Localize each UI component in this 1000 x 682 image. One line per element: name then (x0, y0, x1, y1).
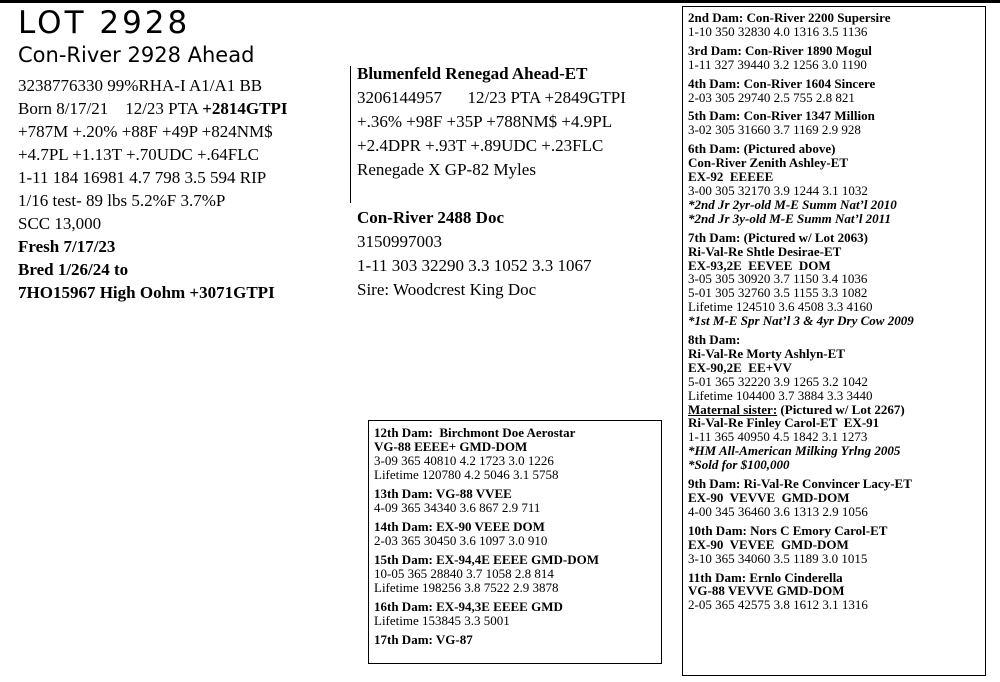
dam-15: 15th Dam: EX-94,4E EEEE GMD-DOM 10-05 365 28840 3.7 1058 2.8 814 Lifetime 198256 3.8 7522 2.9 3878 (374, 552, 599, 595)
pedigree (357, 62, 657, 302)
dam-2: 2nd Dam: Con-River 2200 Supersire 1-10 350 32830 4.0 1316 3.5 1136 (688, 10, 891, 39)
dam-3: 3rd Dam: Con-River 1890 Mogul 1-11 327 39440 3.2 1256 3.0 1190 (688, 42, 872, 72)
bred-sire: 7HO15967 High Oohm +3071GTPI (18, 283, 275, 302)
sire-line: 3206144957 12/23 PTA +2849GTPI (357, 88, 626, 107)
pedigree-bracket (350, 66, 351, 203)
dam-14: 14th Dam: EX-90 VEEE DOM 2-03 365 30450 3.6 1097 3.0 910 (374, 519, 548, 548)
dam-8: 8th Dam: Ri-Val-Re Morty Ashlyn-ET EX-90,2E EE+VV 5-01 365 32220 3.9 1265 3.2 1042 Lifetime 104400 3.7 3884 3.3 3440 Maternal sister: (Pictured w/ Lot 2267) Ri-Val-Re Finley Carol-ET EX-91 1-11 365 40950 4.5 1842 3.1 1273 *HM All-American Milking Yrlng 2005 *Sold for $100,000 (688, 333, 985, 472)
scc-line: SCC 13,000 (18, 214, 102, 233)
test-line: 1/16 test- 89 lbs 5.2%F 3.7%P (18, 191, 226, 210)
dam-9: 9th Dam: Ri-Val-Re Convincer Lacy-ET EX-90 VEVVE GMD-DOM 4-00 345 36460 3.6 1313 2.9 1056 (688, 476, 912, 519)
registration-line: 3238776330 99%RHA-I A1/A1 BB (18, 76, 263, 95)
sire-line: +.36% +98F +35P +788NM$ +4.9PL (357, 112, 613, 131)
dam-11: 11th Dam: Ernlo Cinderella VG-88 VEVVE GMD-DOM 2-05 365 42575 3.8 1612 3.1 1316 (688, 569, 868, 613)
production-record: 1-11 184 16981 4.7 798 3.5 594 RIP (18, 168, 267, 187)
dam-line: 1-11 303 32290 3.3 1052 3.3 1067 (357, 256, 592, 275)
dam-7: 7th Dam: (Pictured w/ Lot 2063) Ri-Val-Re Shtle Desirae-ET EX-93,2E EEVEE DOM 3-05 305 30920 3.7 1150 3.4 1036 5-01 305 32760 3.5 1155 3.3 1082 Lifetime 124510 3.6 4508 3.3 4160 *1st M-E Spr Nat’l 3 & 4yr Dry Cow 2009 (688, 229, 914, 329)
dam-17: 17th Dam: VG-87 (374, 632, 473, 647)
bred-date: Bred 1/26/24 to (18, 260, 129, 279)
dam-name: Con-River 2488 Doc (357, 208, 504, 227)
top-rule (0, 0, 1000, 3)
dam-line: 3150997003 (357, 232, 442, 251)
genomic-line-2: +4.7PL +1.13T +.70UDC +.64FLC (18, 145, 259, 164)
born-line: Born 8/17/21 12/23 PTA +2814GTPI (18, 99, 288, 118)
gtpi-value: +2814GTPI (202, 99, 288, 118)
dam-10: 10th Dam: Nors C Emory Carol-ET EX-90 VEVEE GMD-DOM 3-10 365 34060 3.5 1189 3.0 1015 (688, 522, 888, 566)
dam-line: Sire: Woodcrest King Doc (357, 280, 537, 299)
fresh-date: Fresh 7/17/23 (18, 237, 116, 256)
lower-dams-box (368, 420, 662, 664)
dam-13: 13th Dam: VG-88 VVEE 4-09 365 34340 3.6 867 2.9 711 (374, 486, 541, 515)
sire-line: Renegade X GP-82 Myles (357, 160, 536, 179)
dam-4: 4th Dam: Con-River 1604 Sincere 2-03 305 29740 2.5 755 2.8 821 (688, 75, 876, 105)
maternal-sister: Maternal sister: (Pictured w/ Lot 2267) (688, 401, 905, 417)
sire-line: +2.4DPR +.93T +.89UDC +.23FLC (357, 136, 604, 155)
maternal-line-box (682, 6, 986, 676)
genomic-line-1: +787M +.20% +88F +49P +824NM$ (18, 122, 273, 141)
lot-number: LOT 2928 (18, 5, 191, 41)
animal-info (18, 74, 348, 304)
dam-5: 5th Dam: Con-River 1347 Million 3-02 305 31660 3.7 1169 2.9 928 (688, 108, 875, 138)
dam-12: 12th Dam: Birchmont Doe Aerostar VG-88 EEEE+ GMD-DOM 3-09 365 40810 4.2 1723 3.0 1226 Lifetime 120780 4.2 5046 3.1 5758 (374, 425, 576, 482)
dam-6: 6th Dam: (Pictured above) Con-River Zenith Ashley-ET EX-92 EEEEE 3-00 305 32170 3.9 1244 3.1 1032 *2nd Jr 2yr-old M-E Summ Nat’l 2010 *2nd Jr 3y-old M-E Summ Nat’l 2011 (688, 141, 897, 226)
dam-16: 16th Dam: EX-94,3E EEEE GMD Lifetime 153845 3.3 5001 (374, 599, 563, 628)
animal-name: Con-River 2928 Ahead (18, 43, 255, 67)
sire-name: Blumenfeld Renegad Ahead-ET (357, 64, 588, 83)
